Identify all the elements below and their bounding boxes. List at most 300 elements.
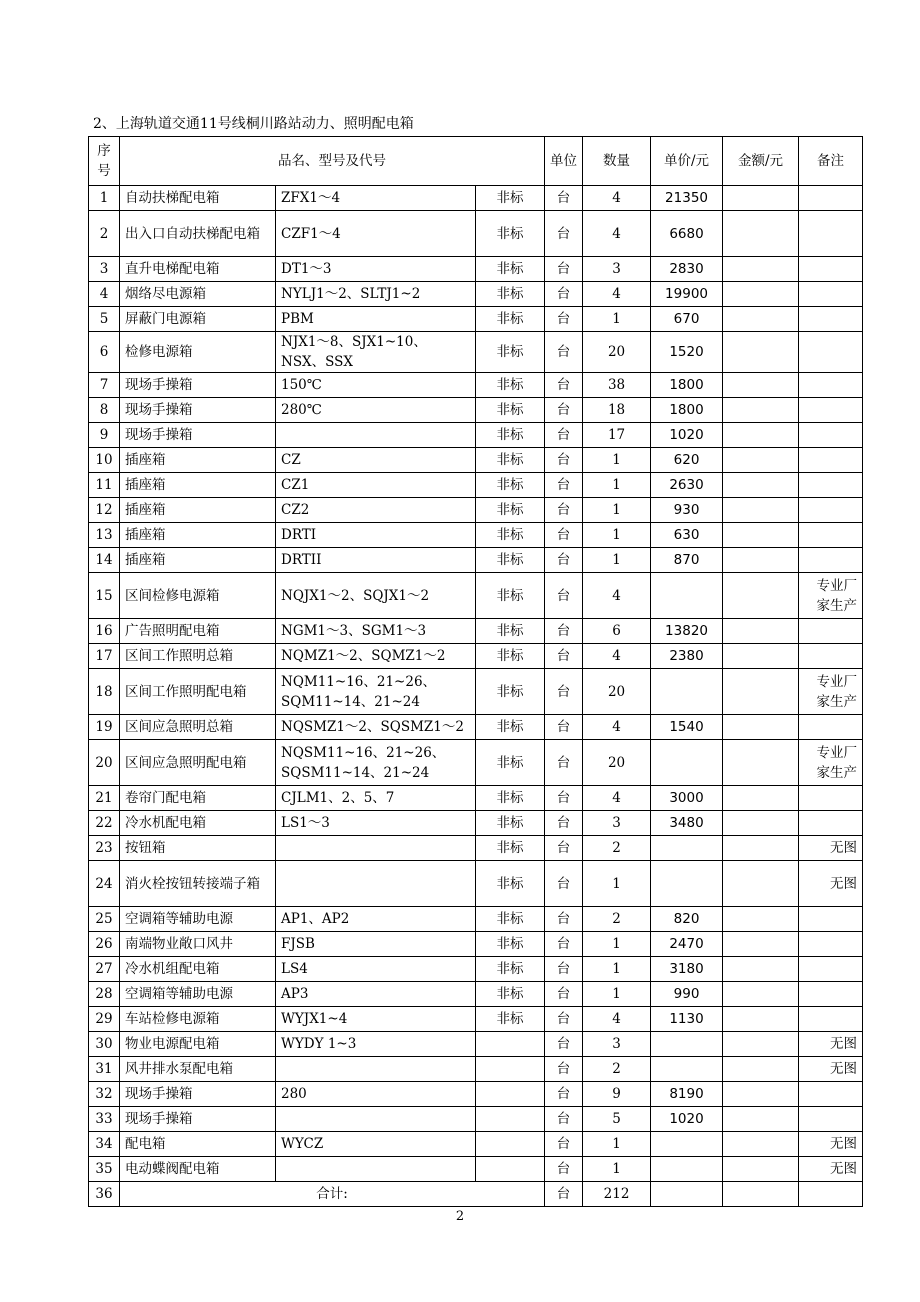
cell-model: CZ1 xyxy=(276,473,476,498)
cell-qty: 3 xyxy=(583,1032,651,1057)
cell-note xyxy=(799,715,863,740)
cell-name: 插座箱 xyxy=(120,448,276,473)
cell-standard xyxy=(476,1132,545,1157)
cell-name: 冷水机组配电箱 xyxy=(120,957,276,982)
cell-standard: 非标 xyxy=(476,211,545,257)
cell-unit-price: 13820 xyxy=(651,619,723,644)
cell-qty: 17 xyxy=(583,423,651,448)
cell-model: CZF1～4 xyxy=(276,211,476,257)
cell-note xyxy=(799,548,863,573)
header-amount: 金额/元 xyxy=(723,137,799,186)
total-price xyxy=(651,1182,723,1207)
cell-model xyxy=(276,1157,476,1182)
cell-note xyxy=(799,332,863,373)
cell-qty: 38 xyxy=(583,373,651,398)
cell-no: 16 xyxy=(89,619,120,644)
total-label: 合计: xyxy=(120,1182,545,1207)
cell-qty: 4 xyxy=(583,715,651,740)
table-row xyxy=(89,786,863,811)
table-row xyxy=(89,907,863,932)
cell-unit: 台 xyxy=(545,282,583,307)
cell-unit: 台 xyxy=(545,186,583,211)
cell-model: NQM11~16、21~26、SQM11~14、21~24 xyxy=(276,669,476,715)
cell-amount xyxy=(723,1007,799,1032)
cell-unit: 台 xyxy=(545,861,583,907)
cell-standard: 非标 xyxy=(476,307,545,332)
cell-standard: 非标 xyxy=(476,282,545,307)
cell-qty: 2 xyxy=(583,836,651,861)
cell-unit: 台 xyxy=(545,1007,583,1032)
cell-unit: 台 xyxy=(545,398,583,423)
cell-model: LS1～3 xyxy=(276,811,476,836)
cell-unit: 台 xyxy=(545,932,583,957)
cell-qty: 4 xyxy=(583,1007,651,1032)
cell-amount xyxy=(723,257,799,282)
table-row xyxy=(89,669,863,715)
cell-name: 插座箱 xyxy=(120,473,276,498)
cell-no: 10 xyxy=(89,448,120,473)
cell-standard: 非标 xyxy=(476,786,545,811)
cell-qty: 1 xyxy=(583,548,651,573)
cell-name: 现场手操箱 xyxy=(120,423,276,448)
cell-note xyxy=(799,619,863,644)
cell-no: 26 xyxy=(89,932,120,957)
equipment-table xyxy=(88,136,863,1207)
total-row xyxy=(89,1182,863,1207)
cell-standard: 非标 xyxy=(476,423,545,448)
cell-unit: 台 xyxy=(545,715,583,740)
cell-model: NQMZ1～2、SQMZ1～2 xyxy=(276,644,476,669)
table-row xyxy=(89,740,863,786)
cell-amount xyxy=(723,282,799,307)
cell-standard: 非标 xyxy=(476,715,545,740)
cell-note xyxy=(799,398,863,423)
cell-note: 无图 xyxy=(799,1132,863,1157)
total-amount xyxy=(723,1182,799,1207)
cell-unit-price: 21350 xyxy=(651,186,723,211)
cell-amount xyxy=(723,786,799,811)
cell-amount xyxy=(723,398,799,423)
cell-model: WYCZ xyxy=(276,1132,476,1157)
cell-no: 7 xyxy=(89,373,120,398)
cell-no: 15 xyxy=(89,573,120,619)
cell-standard: 非标 xyxy=(476,982,545,1007)
table-row xyxy=(89,257,863,282)
cell-note: 无图 xyxy=(799,1057,863,1082)
cell-unit-price xyxy=(651,669,723,715)
cell-amount xyxy=(723,932,799,957)
cell-name: 空调箱等辅助电源 xyxy=(120,907,276,932)
cell-standard: 非标 xyxy=(476,398,545,423)
cell-model: DRTII xyxy=(276,548,476,573)
cell-unit: 台 xyxy=(545,548,583,573)
cell-name: 屏蔽门电源箱 xyxy=(120,307,276,332)
total-no: 36 xyxy=(89,1182,120,1207)
cell-unit-price: 930 xyxy=(651,498,723,523)
cell-unit-price xyxy=(651,1132,723,1157)
cell-model: NGM1～3、SGM1～3 xyxy=(276,619,476,644)
cell-no: 24 xyxy=(89,861,120,907)
cell-no: 23 xyxy=(89,836,120,861)
cell-amount xyxy=(723,619,799,644)
cell-unit-price xyxy=(651,861,723,907)
cell-qty: 1 xyxy=(583,307,651,332)
table-row xyxy=(89,473,863,498)
cell-qty: 20 xyxy=(583,740,651,786)
table-row xyxy=(89,186,863,211)
cell-note xyxy=(799,811,863,836)
cell-standard: 非标 xyxy=(476,740,545,786)
cell-name: 南端物业敞口风井 xyxy=(120,932,276,957)
cell-unit-price xyxy=(651,573,723,619)
cell-model: 150℃ xyxy=(276,373,476,398)
cell-qty: 1 xyxy=(583,523,651,548)
cell-qty: 1 xyxy=(583,861,651,907)
cell-unit: 台 xyxy=(545,1032,583,1057)
cell-name: 电动蝶阀配电箱 xyxy=(120,1157,276,1182)
cell-unit-price: 8190 xyxy=(651,1082,723,1107)
table-row xyxy=(89,307,863,332)
cell-unit: 台 xyxy=(545,523,583,548)
cell-amount xyxy=(723,811,799,836)
cell-model xyxy=(276,861,476,907)
cell-no: 30 xyxy=(89,1032,120,1057)
cell-amount xyxy=(723,573,799,619)
table-row xyxy=(89,1107,863,1132)
cell-standard: 非标 xyxy=(476,644,545,669)
cell-amount xyxy=(723,1107,799,1132)
cell-model: NQSM11~16、21~26、SQSM11~14、21~24 xyxy=(276,740,476,786)
header-no: 序号 xyxy=(89,137,120,186)
cell-note xyxy=(799,1007,863,1032)
cell-unit-price xyxy=(651,740,723,786)
cell-amount xyxy=(723,836,799,861)
cell-no: 21 xyxy=(89,786,120,811)
cell-model: NQJX1～2、SQJX1～2 xyxy=(276,573,476,619)
cell-model: FJSB xyxy=(276,932,476,957)
cell-note xyxy=(799,186,863,211)
cell-unit: 台 xyxy=(545,619,583,644)
cell-amount xyxy=(723,548,799,573)
cell-note xyxy=(799,644,863,669)
cell-unit-price xyxy=(651,836,723,861)
table-row xyxy=(89,836,863,861)
cell-qty: 5 xyxy=(583,1107,651,1132)
cell-qty: 1 xyxy=(583,448,651,473)
cell-name: 现场手操箱 xyxy=(120,398,276,423)
cell-unit: 台 xyxy=(545,957,583,982)
cell-name: 烟络尽电源箱 xyxy=(120,282,276,307)
cell-unit-price: 3480 xyxy=(651,811,723,836)
cell-model: CZ2 xyxy=(276,498,476,523)
cell-qty: 20 xyxy=(583,332,651,373)
table-row xyxy=(89,1132,863,1157)
cell-note: 无图 xyxy=(799,1157,863,1182)
cell-note xyxy=(799,257,863,282)
cell-note xyxy=(799,1107,863,1132)
cell-name: 自动扶梯配电箱 xyxy=(120,186,276,211)
cell-unit-price: 630 xyxy=(651,523,723,548)
cell-amount xyxy=(723,669,799,715)
table-row xyxy=(89,1032,863,1057)
cell-name: 物业电源配电箱 xyxy=(120,1032,276,1057)
cell-amount xyxy=(723,523,799,548)
cell-name: 按钮箱 xyxy=(120,836,276,861)
cell-model: CJLM1、2、5、7 xyxy=(276,786,476,811)
total-unit: 台 xyxy=(545,1182,583,1207)
cell-model: CZ xyxy=(276,448,476,473)
cell-qty: 3 xyxy=(583,811,651,836)
cell-unit: 台 xyxy=(545,373,583,398)
table-row xyxy=(89,548,863,573)
cell-no: 29 xyxy=(89,1007,120,1032)
cell-name: 插座箱 xyxy=(120,498,276,523)
cell-standard: 非标 xyxy=(476,332,545,373)
cell-model xyxy=(276,1107,476,1132)
table-row xyxy=(89,932,863,957)
cell-name: 检修电源箱 xyxy=(120,332,276,373)
cell-unit: 台 xyxy=(545,907,583,932)
cell-qty: 1 xyxy=(583,498,651,523)
cell-qty: 9 xyxy=(583,1082,651,1107)
cell-unit: 台 xyxy=(545,1157,583,1182)
cell-unit-price: 1800 xyxy=(651,398,723,423)
cell-note xyxy=(799,307,863,332)
cell-amount xyxy=(723,861,799,907)
cell-note: 无图 xyxy=(799,836,863,861)
cell-unit-price: 1020 xyxy=(651,423,723,448)
cell-unit-price: 3000 xyxy=(651,786,723,811)
cell-name: 广告照明配电箱 xyxy=(120,619,276,644)
cell-standard xyxy=(476,1107,545,1132)
cell-unit-price: 19900 xyxy=(651,282,723,307)
cell-name: 风井排水泵配电箱 xyxy=(120,1057,276,1082)
cell-amount xyxy=(723,186,799,211)
cell-model: PBM xyxy=(276,307,476,332)
cell-name: 区间检修电源箱 xyxy=(120,573,276,619)
cell-no: 18 xyxy=(89,669,120,715)
table-row xyxy=(89,523,863,548)
cell-model: DT1～3 xyxy=(276,257,476,282)
cell-no: 9 xyxy=(89,423,120,448)
cell-unit: 台 xyxy=(545,1132,583,1157)
cell-unit: 台 xyxy=(545,1082,583,1107)
cell-standard: 非标 xyxy=(476,186,545,211)
cell-note xyxy=(799,523,863,548)
cell-amount xyxy=(723,957,799,982)
table-row xyxy=(89,619,863,644)
cell-no: 27 xyxy=(89,957,120,982)
cell-unit: 台 xyxy=(545,573,583,619)
total-qty: 212 xyxy=(583,1182,651,1207)
cell-name: 冷水机配电箱 xyxy=(120,811,276,836)
cell-model: DRTI xyxy=(276,523,476,548)
header-price: 单价/元 xyxy=(651,137,723,186)
cell-model xyxy=(276,836,476,861)
cell-amount xyxy=(723,1057,799,1082)
cell-name: 现场手操箱 xyxy=(120,1107,276,1132)
cell-unit: 台 xyxy=(545,211,583,257)
cell-name: 插座箱 xyxy=(120,523,276,548)
cell-unit-price xyxy=(651,1157,723,1182)
table-row xyxy=(89,1007,863,1032)
table-row xyxy=(89,498,863,523)
cell-note xyxy=(799,423,863,448)
header-name: 品名、型号及代号 xyxy=(120,137,545,186)
table-row xyxy=(89,398,863,423)
cell-model: NYLJ1～2、SLTJ1~2 xyxy=(276,282,476,307)
cell-unit-price: 2380 xyxy=(651,644,723,669)
cell-unit-price: 2470 xyxy=(651,932,723,957)
cell-unit: 台 xyxy=(545,669,583,715)
cell-standard: 非标 xyxy=(476,957,545,982)
cell-amount xyxy=(723,1032,799,1057)
cell-model: WYDY 1~3 xyxy=(276,1032,476,1057)
cell-unit-price: 1800 xyxy=(651,373,723,398)
cell-standard: 非标 xyxy=(476,473,545,498)
cell-note xyxy=(799,982,863,1007)
cell-standard: 非标 xyxy=(476,907,545,932)
cell-name: 出入口自动扶梯配电箱 xyxy=(120,211,276,257)
cell-no: 14 xyxy=(89,548,120,573)
table-body xyxy=(89,186,863,1182)
header-note: 备注 xyxy=(799,137,863,186)
cell-qty: 1 xyxy=(583,473,651,498)
cell-standard: 非标 xyxy=(476,548,545,573)
cell-unit: 台 xyxy=(545,1057,583,1082)
cell-qty: 2 xyxy=(583,1057,651,1082)
cell-unit-price: 1540 xyxy=(651,715,723,740)
cell-unit: 台 xyxy=(545,448,583,473)
cell-name: 空调箱等辅助电源 xyxy=(120,982,276,1007)
cell-amount xyxy=(723,211,799,257)
cell-qty: 6 xyxy=(583,619,651,644)
cell-note xyxy=(799,1082,863,1107)
cell-no: 5 xyxy=(89,307,120,332)
table-row xyxy=(89,957,863,982)
table-row xyxy=(89,211,863,257)
cell-standard: 非标 xyxy=(476,573,545,619)
cell-standard: 非标 xyxy=(476,257,545,282)
cell-qty: 4 xyxy=(583,786,651,811)
cell-standard: 非标 xyxy=(476,669,545,715)
cell-name: 配电箱 xyxy=(120,1132,276,1157)
cell-standard xyxy=(476,1057,545,1082)
cell-unit: 台 xyxy=(545,836,583,861)
cell-amount xyxy=(723,307,799,332)
cell-name: 区间应急照明总箱 xyxy=(120,715,276,740)
cell-model: 280 xyxy=(276,1082,476,1107)
cell-note: 无图 xyxy=(799,1032,863,1057)
cell-unit-price: 2630 xyxy=(651,473,723,498)
page-title: 2、上海轨道交通11号线桐川路站动力、照明配电箱 xyxy=(93,116,414,132)
cell-model: 280℃ xyxy=(276,398,476,423)
cell-name: 区间工作照明配电箱 xyxy=(120,669,276,715)
cell-unit-price xyxy=(651,1057,723,1082)
cell-no: 1 xyxy=(89,186,120,211)
cell-no: 20 xyxy=(89,740,120,786)
cell-no: 17 xyxy=(89,644,120,669)
cell-no: 11 xyxy=(89,473,120,498)
cell-unit: 台 xyxy=(545,473,583,498)
cell-model: ZFX1～4 xyxy=(276,186,476,211)
cell-unit: 台 xyxy=(545,811,583,836)
cell-amount xyxy=(723,740,799,786)
cell-no: 3 xyxy=(89,257,120,282)
cell-standard xyxy=(476,1082,545,1107)
cell-no: 19 xyxy=(89,715,120,740)
cell-amount xyxy=(723,373,799,398)
cell-unit-price: 820 xyxy=(651,907,723,932)
cell-standard xyxy=(476,1032,545,1057)
cell-no: 2 xyxy=(89,211,120,257)
cell-note xyxy=(799,282,863,307)
table-row xyxy=(89,332,863,373)
cell-unit: 台 xyxy=(545,786,583,811)
cell-model: NQSMZ1～2、SQSMZ1～2 xyxy=(276,715,476,740)
table-row xyxy=(89,1057,863,1082)
cell-note: 专业厂家生产 xyxy=(799,573,863,619)
cell-unit: 台 xyxy=(545,644,583,669)
cell-qty: 4 xyxy=(583,573,651,619)
cell-qty: 4 xyxy=(583,186,651,211)
table-row xyxy=(89,861,863,907)
cell-standard: 非标 xyxy=(476,523,545,548)
table-row xyxy=(89,811,863,836)
cell-name: 消火栓按钮转接端子箱 xyxy=(120,861,276,907)
header-qty: 数量 xyxy=(583,137,651,186)
cell-qty: 1 xyxy=(583,932,651,957)
cell-note xyxy=(799,373,863,398)
cell-amount xyxy=(723,498,799,523)
table-row xyxy=(89,1082,863,1107)
cell-standard: 非标 xyxy=(476,448,545,473)
table-row xyxy=(89,1157,863,1182)
cell-standard: 非标 xyxy=(476,932,545,957)
cell-qty: 1 xyxy=(583,957,651,982)
cell-model: WYJX1~4 xyxy=(276,1007,476,1032)
cell-qty: 3 xyxy=(583,257,651,282)
cell-note: 专业厂家生产 xyxy=(799,740,863,786)
table-row xyxy=(89,282,863,307)
cell-amount xyxy=(723,907,799,932)
cell-model: AP1、AP2 xyxy=(276,907,476,932)
cell-no: 13 xyxy=(89,523,120,548)
cell-name: 卷帘门配电箱 xyxy=(120,786,276,811)
cell-name: 区间应急照明配电箱 xyxy=(120,740,276,786)
cell-no: 31 xyxy=(89,1057,120,1082)
cell-unit-price: 1020 xyxy=(651,1107,723,1132)
cell-note: 无图 xyxy=(799,861,863,907)
cell-note xyxy=(799,498,863,523)
cell-model: LS4 xyxy=(276,957,476,982)
cell-unit-price: 620 xyxy=(651,448,723,473)
cell-note: 专业厂家生产 xyxy=(799,669,863,715)
cell-note xyxy=(799,473,863,498)
cell-unit: 台 xyxy=(545,423,583,448)
cell-note xyxy=(799,907,863,932)
cell-qty: 18 xyxy=(583,398,651,423)
cell-unit-price: 2830 xyxy=(651,257,723,282)
cell-unit: 台 xyxy=(545,332,583,373)
table-row xyxy=(89,373,863,398)
table-row xyxy=(89,423,863,448)
total-note xyxy=(799,1182,863,1207)
cell-model xyxy=(276,423,476,448)
cell-no: 25 xyxy=(89,907,120,932)
cell-standard: 非标 xyxy=(476,811,545,836)
cell-unit-price: 1520 xyxy=(651,332,723,373)
